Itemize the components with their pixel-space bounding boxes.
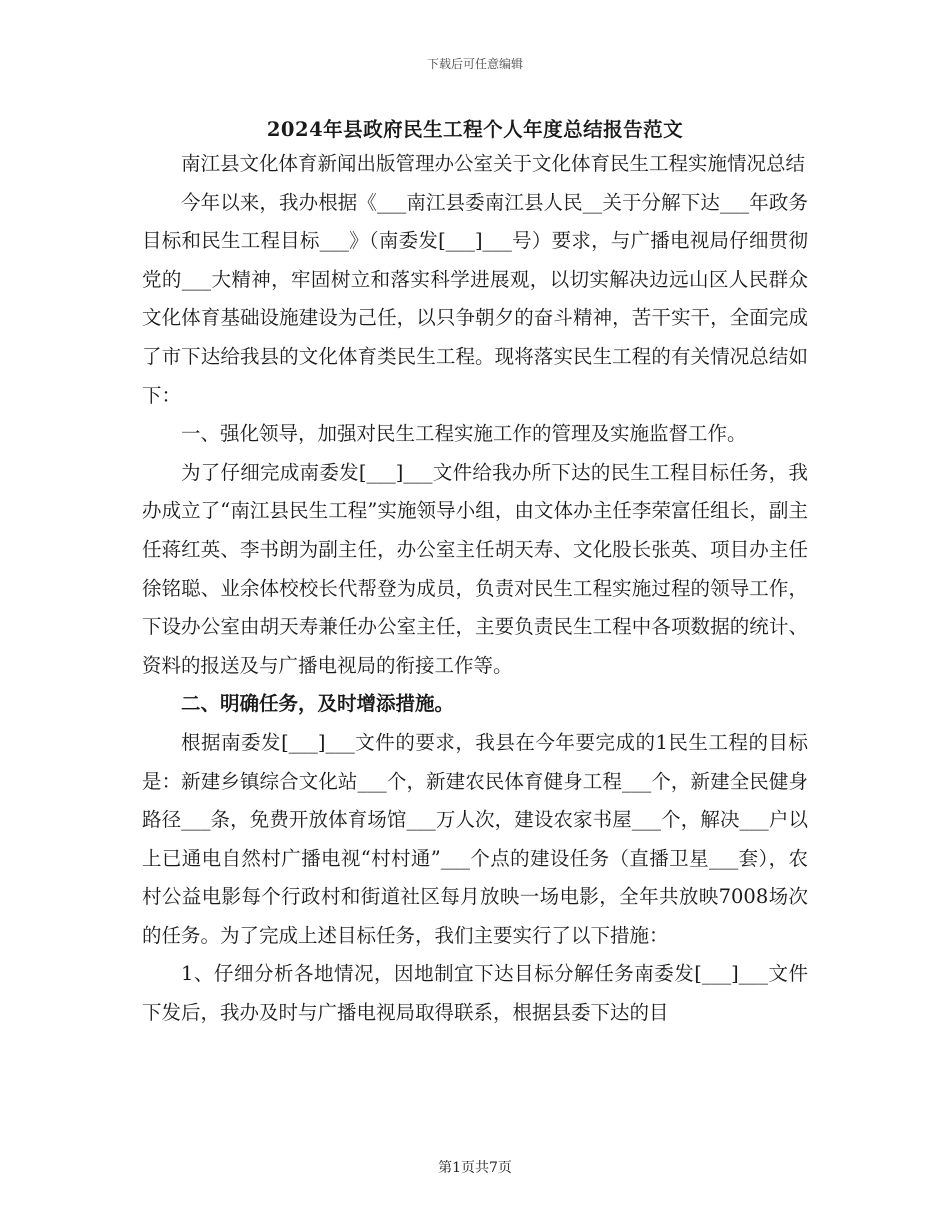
paragraph-measure-1: 1、仔细分析各地情况，因地制宜下达目标分解任务南委发[___]___文件下发后，我办及时与广播电视局取得联系，根据县委下达的目 <box>142 962 808 1025</box>
page-title: 2024年县政府民生工程个人年度总结报告范文 <box>266 118 684 141</box>
document-body <box>142 145 808 1033</box>
paragraph-intro: 今年以来，我办根据《___南江县委南江县人民__关于分解下达___年政务目标和民生工程目标___》（南委发[___]___号）要求，与广播电视局仔细贯彻党的___大精神，牢固树立和落实科学进展观，以切实解决边远山区人民群众文化体育基础设施建设为己任，以只争朝夕的奋斗精神，苦干实干，全面完成了市下达给我县的文化体育类民生工程。现将落实民生工程的有关情况总结如下： <box>142 190 808 407</box>
section-heading-2: 二、明确任务，及时增添措施。 <box>181 692 455 716</box>
paragraph-subtitle: 南江县文化体育新闻出版管理办公室关于文化体育民生工程实施情况总结 <box>181 152 806 175</box>
paragraph-targets: 根据南委发[___]___文件的要求，我县在今年要完成的1民生工程的目标是：新建乡镇综合文化站___个，新建农民体育健身工程___个，新建全民健身路径___条，免费开放体育场馆___万人次，建设农家书屋___个，解决___户以上已通电自然村广播电视“村村通”___个点的建设任务（直播卫星___套），农村公益电影每个行政村和街道社区每月放映一场电影，全年共放映7008场次的任务。为了完成上述目标任务，我们主要实行了以下措施： <box>142 730 808 947</box>
section-heading-1: 一、强化领导，加强对民生工程实施工作的管理及实施监督工作。 <box>181 422 747 446</box>
page-indicator: 第1页共7页 <box>438 1160 512 1176</box>
paragraph-leadership: 为了仔细完成南委发[___]___文件给我办所下达的民生工程目标任务，我办成立了“南江县民生工程”实施领导小组，由文体办主任李荣富任组长，副主任蒋红英、李书朗为副主任，办公室主任胡天寿、文化股长张英、项目办主任徐铭聪、业余体校校长代帮登为成员，负责对民生工程实施过程的领导工作，下设办公室由胡天寿兼任办公室主任，主要负责民生工程中各项数据的统计、资料的报送及与广播电视局的衔接工作等。 <box>142 460 808 677</box>
header-note: 下载后可任意编辑 <box>426 57 523 71</box>
